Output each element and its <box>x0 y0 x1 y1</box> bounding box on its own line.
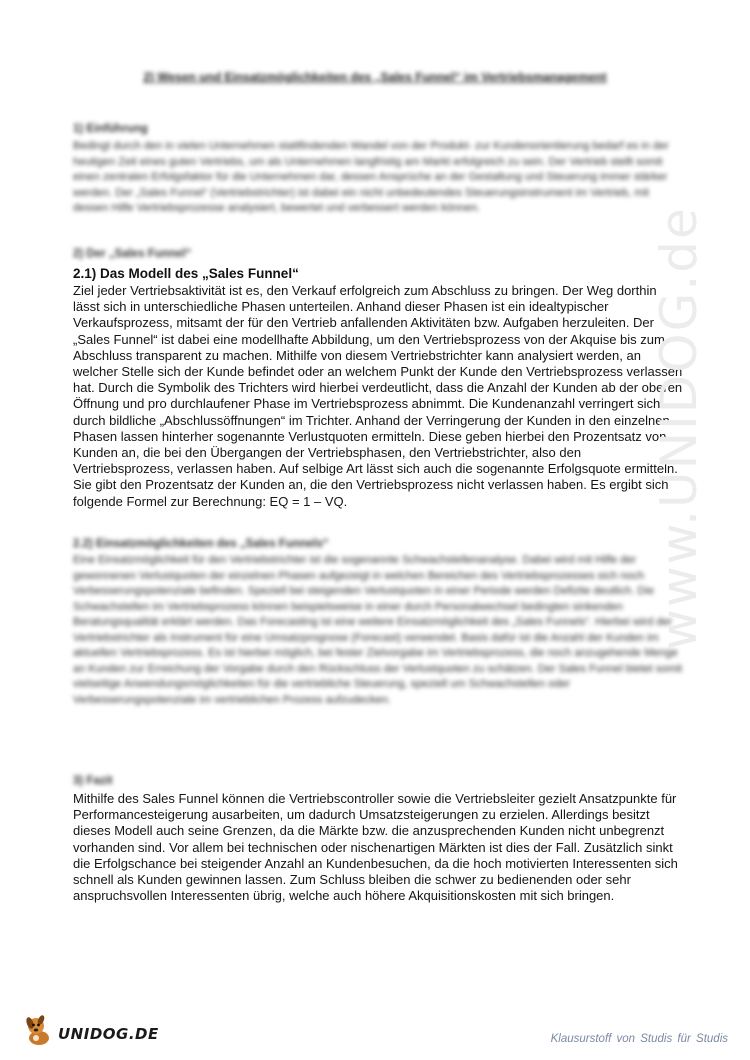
uses-paragraph: Eine Einsatzmöglichkeit für den Vertriebstrichter ist die sogenannte Schwachstellenanalyse. Dabei wird mit Hilfe der gewonnenen Verlustquoten der einzelnen Phasen aufgezeigt in welchen Bereichen des Vertriebsprozesses sich noch Verbesserungspotenziale befinden. Speziell bei steigenden Verlustquoten in einer Periode werden Defizite deutlich. Die Schwachstellen im Vertriebsprozess können beispielsweise in einer durch Personalwechsel bedingten sinkenden Beratungsqualität erklärt werden. Das Forecasting ist eine weitere Einsatzmöglichkeit des „Sales Funnels“. Hierbei wird der Vertriebstrichter als Instrument für eine Umsatzprognose (Forecast) verwendet. Basis dafür ist die Anzahl der Kunden im aktuellen Vertriebsprozess. Es ist hierbei möglich, bei fester Zielvorgabe im Vertriebsprozess, die noch anzugehende Menge an Kunden zur Erreichung der Vorgabe durch den Rückschluss der Verlustquoten zu schätzen. Der Sales Funnel bietet somit vielseitige Anwendungsmöglichkeiten für die vertriebliche Steuerung, speziell um Schwachstellen oder Verbesserungspotenziale im vertrieblichen Prozess aufzudecken. <box>73 554 683 706</box>
section2-heading: 2) Der „Sales Funnel“ <box>73 248 192 260</box>
logo-text: UNIDOG.DE <box>58 1024 159 1043</box>
watermark: www.UNIDOG.de <box>650 206 708 650</box>
intro-heading: 1) Einführung <box>73 123 148 135</box>
footer-slogan: Klausurstoff von Studis für Studis <box>550 1033 728 1045</box>
uses-heading: 2.2) Einsatzmöglichkeiten des „Sales Funnels“ <box>73 538 329 550</box>
document-title: 2) Wesen und Einsatzmöglichkeiten des „Sales Funnel“ im Vertriebsmanagement <box>143 70 607 84</box>
unidog-logo[interactable] <box>22 1014 159 1053</box>
conclusion-paragraph: Mithilfe des Sales Funnel können die Vertriebscontroller sowie die Vertriebsleiter gezielt Ansatzpunkte für Performancesteigerung ausarbeiten, um dadurch Umsatzsteigerungen zu erzielen. Allerdings besitzt dieses Modell auch seine Grenzen, da die Märkte bzw. die anzusprechenden Kunden nicht unbegrenzt vorhanden sind. Vor allem bei technischen oder nischenartigen Märkten ist dies der Fall. Zusätzlich sinkt die Erfolgschance bei steigender Anzahl an Kundenbesuchen, da die hoch motivierten Interessenten sich schnell als Kunden gewinnen lassen. Zum Schluss bleiben die schwer zu bedienenden oder sehr anspruchsvollen Interessenten übrig, welche auch höhere Akquisitionskosten mit sich bringen. <box>73 791 678 904</box>
model-heading: 2.1) Das Modell des „Sales Funnel“ <box>73 266 299 281</box>
dog-icon <box>22 1014 56 1053</box>
model-paragraph: Ziel jeder Vertriebsaktivität ist es, den Verkauf erfolgreich zum Abschluss zu bringen. Der Weg dorthin lässt sich in unterschiedliche Phasen unterteilen. Anhand dieser Phasen ist ein idealtypischer Verkaufsprozess, mitsamt der für den Vertrieb anfallenden Aktivitäten bzw. Aufgaben herzuleiten. Der „Sales Funnel“ ist dabei eine modellhafte Abbildung, um den Vertriebsprozess von der Akquise bis zum Abschluss transparent zu machen. Mithilfe von diesem Vertriebstrichter kann analysiert werden, an welcher Stelle sich der Kunde befindet oder an welchem Punkt der Kunde den Vertriebsprozess verlassen hat. Durch die Symbolik des Trichters wird hierbei verdeutlicht, dass die Anzahl der Kunden ab der oberen Öffnung und pro durchlaufener Phase im Vertriebsprozess abnimmt. Die Kundenanzahl verringert sich durch bildliche „Abschlussöffnungen“ im Trichter. Anhand der Verringerung der Kunden in den einzelnen Phasen lassen hinterher sogenannte Verlustquoten ermitteln. Diese geben hierbei den Prozentsatz von Kunden an, die bei den Übergangen der Vertriebsphasen, den Vertriebstrichter, also den Vertriebsprozess, verlassen haben. Auf selbige Art lässt sich auch die sogenannte Erfolgsquote ermitteln. Sie gibt den Prozentsatz der Kunden an, die den Vertriebsprozess nicht verlassen haben. Es ergibt sich folgende Formel zur Berechnung: EQ = 1 – VQ. <box>73 283 683 509</box>
conclusion-heading: 3) Fazit <box>73 775 113 787</box>
intro-paragraph: Bedingt durch den in vielen Unternehmen stattfindenden Wandel von der Produkt- zur Kundenorientierung bedarf es in der heutigen Zeit eines guten Vertriebs, um als Unternehmen langfristig am Markt erfolgreich zu sein. Der Vertrieb stellt somit einen zentralen Erfolgsfaktor für die Unternehmen dar, dessen Ansprüche an der Gestaltung und Steuerung immer stärker werden. Der „Sales Funnel“ (Vertriebstrichter) ist dabei ein nicht unbedeutendes Steuerungsinstrument im Vertrieb, mit dessen Hilfe Vertriebsprozesse analysiert, bewertet und verbessert werden können. <box>73 140 669 214</box>
